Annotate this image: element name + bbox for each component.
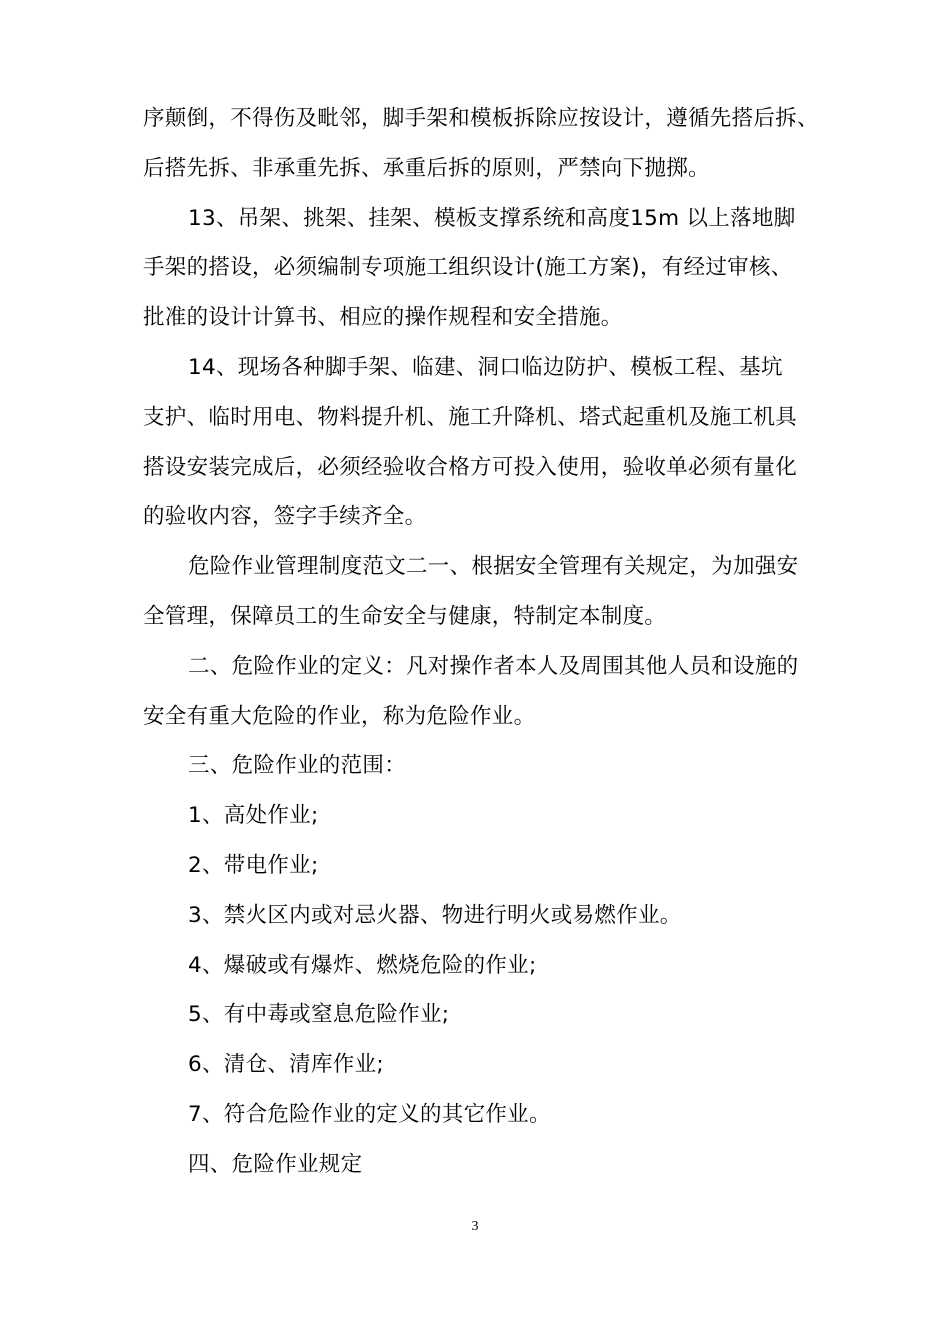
text-line: 危险作业管理制度范文二一、根据安全管理有关规定，为加强安: [188, 554, 799, 580]
text-line: 14、现场各种脚手架、临建、洞口临边防护、模板工程、基坑: [188, 354, 783, 380]
list-item: 7、符合危险作业的定义的其它作业。: [188, 1101, 551, 1127]
list-item: 2、带电作业;: [188, 852, 319, 878]
text-line: 搭设安装完成后，必须经验收合格方可投入使用，验收单必须有量化: [143, 454, 798, 480]
text-line: 二、危险作业的定义：凡对操作者本人及周围其他人员和设施的: [188, 653, 799, 679]
text-line: 批准的设计计算书、相应的操作规程和安全措施。: [143, 305, 623, 331]
text-line: 序颠倒，不得伤及毗邻，脚手架和模板拆除应按设计，遵循先搭后拆、: [143, 106, 819, 131]
text-line: 三、危险作业的范围：: [188, 753, 407, 779]
text-line: 安全有重大危险的作业，称为危险作业。: [143, 703, 536, 729]
body-text: [143, 94, 823, 1190]
list-item: 1、高处作业;: [188, 803, 319, 829]
list-item: 5、有中毒或窒息危险作业;: [188, 1002, 450, 1028]
page-number: 3: [471, 1219, 479, 1234]
text-line: 全管理，保障员工的生命安全与健康，特制定本制度。: [143, 603, 667, 629]
list-item: 3、禁火区内或对忌火器、物进行明火或易燃作业。: [188, 902, 682, 928]
text-line: 支护、临时用电、物料提升机、施工升降机、塔式起重机及施工机具: [143, 404, 798, 430]
text-line: 13、吊架、挑架、挂架、模板支撑系统和高度15m 以上落地脚: [188, 205, 796, 231]
list-item: 6、清仓、清库作业;: [188, 1052, 384, 1078]
section-heading: 四、危险作业规定: [188, 1151, 363, 1177]
list-item: 4、爆破或有爆炸、燃烧危险的作业;: [188, 952, 537, 978]
text-line: 手架的搭设，必须编制专项施工组织设计(施工方案)，有经过审核、: [143, 255, 793, 281]
text-line: 后搭先拆、非承重先拆、承重后拆的原则，严禁向下抛掷。: [143, 155, 710, 181]
text-line: 的验收内容，签字手续齐全。: [143, 504, 427, 530]
